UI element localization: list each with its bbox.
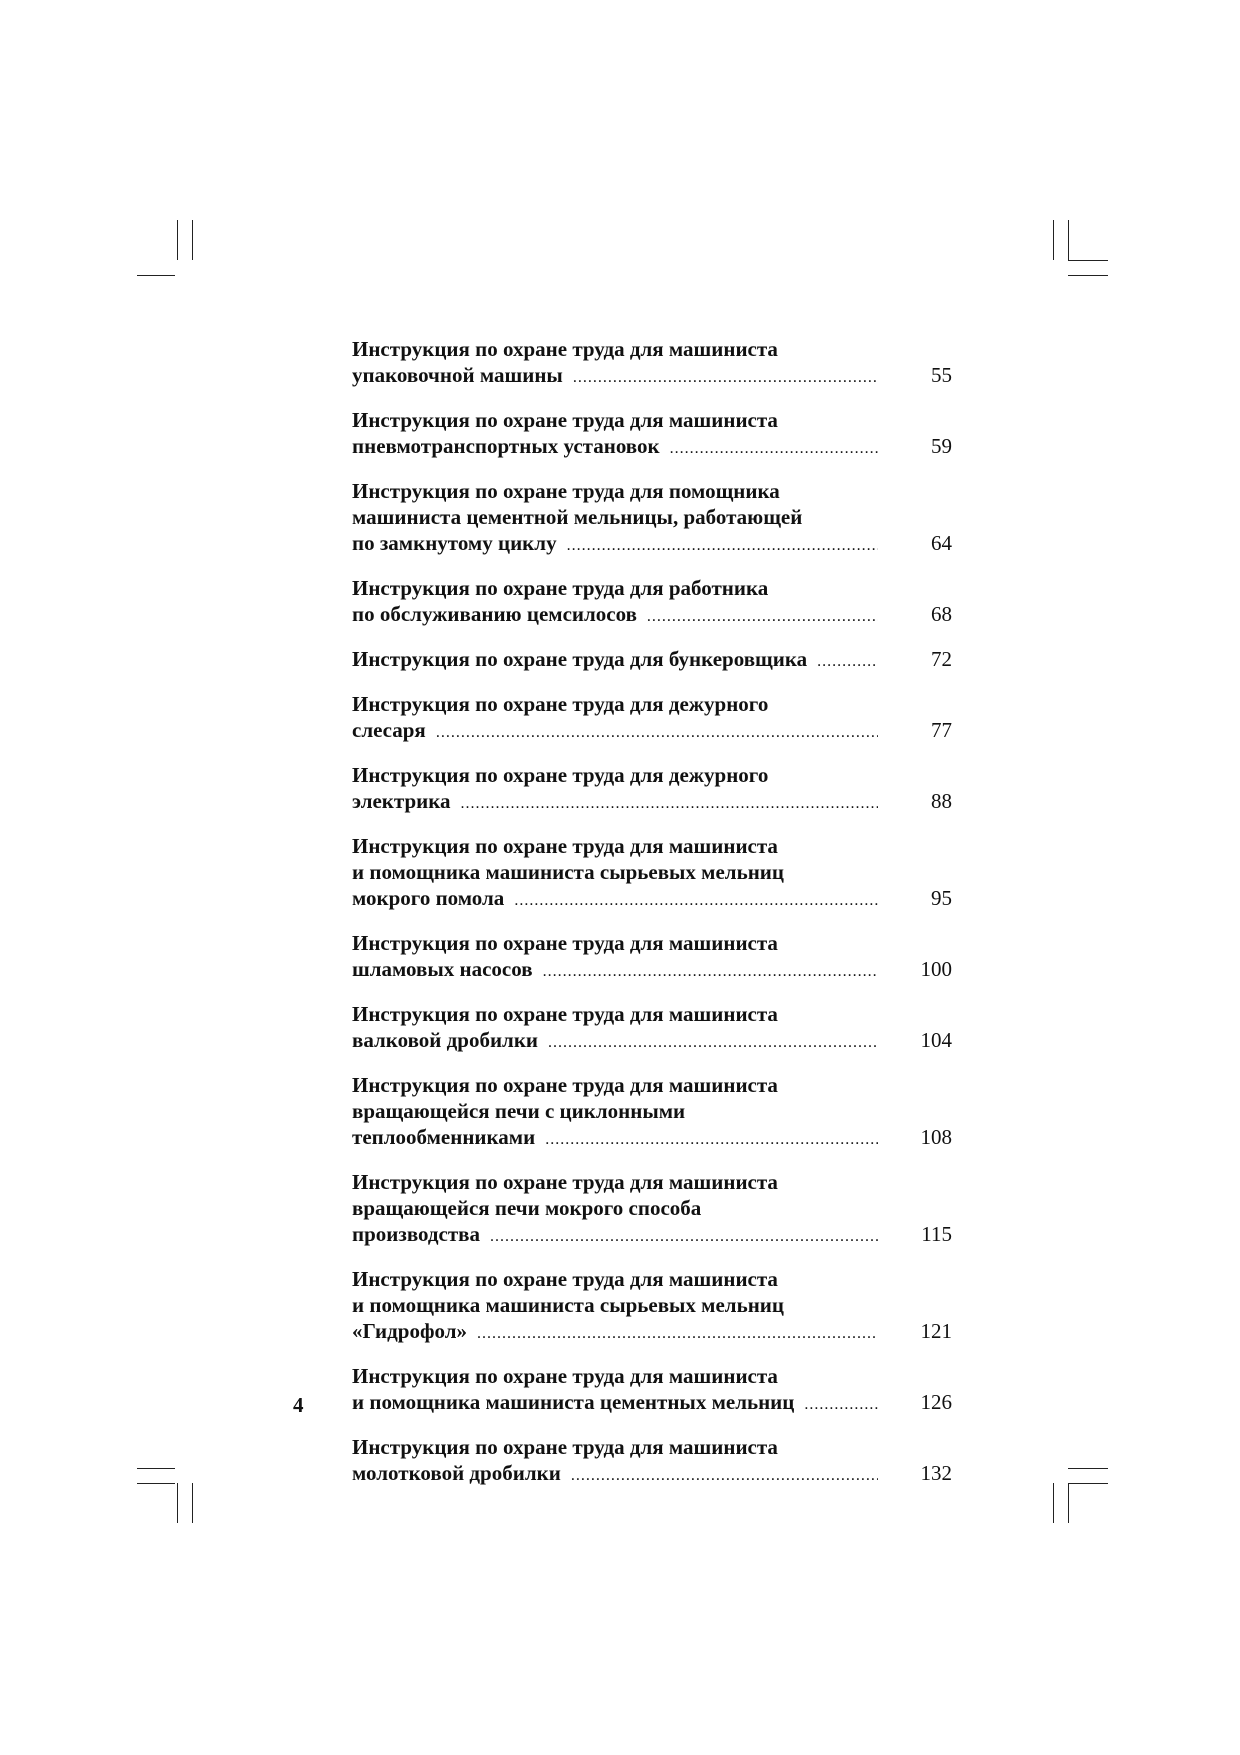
- toc-entry-title-line: Инструкция по охране труда для машиниста: [352, 1073, 778, 1097]
- toc-entry-title-line: и помощника машиниста сырьевых мельниц: [352, 1293, 784, 1317]
- toc-entry: [352, 1434, 952, 1489]
- toc-entry-title-end: «Гидрофол»: [352, 1319, 467, 1343]
- toc-entry-last-line: [352, 601, 952, 630]
- toc-entry-page-number: 72: [931, 647, 952, 671]
- dot-leader: [571, 1463, 878, 1489]
- page-number: 4: [293, 1393, 304, 1417]
- toc-entry: [352, 1169, 952, 1250]
- toc-entry-page-number: 77: [931, 718, 952, 742]
- toc-entry-title-line: Инструкция по охране труда для машиниста: [352, 1435, 778, 1459]
- toc-entry-title-line: Инструкция по охране труда для машиниста: [352, 931, 778, 955]
- toc-entry: [352, 478, 952, 559]
- toc-entry-page-number: 115: [921, 1222, 952, 1246]
- toc-entry-title-line: Инструкция по охране труда для дежурного: [352, 692, 769, 716]
- toc-entry-page-number: 64: [931, 531, 952, 555]
- toc-entry: [352, 691, 952, 746]
- toc-entry: [352, 1363, 952, 1418]
- toc-entry-last-line: [352, 1124, 952, 1153]
- toc-entry-title-line: и помощника машиниста сырьевых мельниц: [352, 860, 784, 884]
- toc-entry-title-line: Инструкция по охране труда для машиниста: [352, 1267, 778, 1291]
- toc-entry-last-line: [352, 1318, 952, 1347]
- toc-entry: [352, 762, 952, 817]
- dot-leader: [514, 888, 878, 914]
- toc-entry-title-end: производства: [352, 1222, 481, 1246]
- toc-entry-title-end: по замкнутому циклу: [352, 531, 557, 555]
- toc-entry-page-number: 59: [931, 434, 952, 458]
- toc-entry-page-number: 68: [931, 602, 952, 626]
- toc-entry-title-line: вращающейся печи мокрого способа: [352, 1196, 702, 1220]
- dot-leader: [804, 1392, 878, 1418]
- dot-leader: [545, 1127, 878, 1153]
- toc-entry-page-number: 104: [920, 1028, 952, 1052]
- toc-entry: [352, 575, 952, 630]
- toc-entry-title-end: упаковочной машины: [352, 363, 563, 387]
- toc-entry-title-end: слесаря: [352, 718, 426, 742]
- toc-entry-title-end: пневмотранспортных установок: [352, 434, 660, 458]
- toc-entry-page-number: 132: [920, 1461, 952, 1485]
- toc-entry-last-line: [352, 1389, 952, 1418]
- toc-entry-page-number: 108: [920, 1125, 952, 1149]
- toc-entry-title-line: Инструкция по охране труда для машиниста: [352, 1364, 778, 1388]
- dot-leader: [670, 436, 878, 462]
- toc-entry-last-line: [352, 1221, 952, 1250]
- dot-leader: [548, 1030, 878, 1056]
- toc-entry-title-line: Инструкция по охране труда для машиниста: [352, 834, 778, 858]
- toc-entry: [352, 1072, 952, 1153]
- toc-entry: [352, 407, 952, 462]
- toc-entry-title-end: молотковой дробилки: [352, 1461, 561, 1485]
- dot-leader: [490, 1224, 878, 1250]
- dot-leader: [647, 604, 878, 630]
- toc-entry-page-number: 126: [920, 1390, 952, 1414]
- toc-entry-last-line: [352, 885, 952, 914]
- toc-entry-title-line: Инструкция по охране труда для машиниста: [352, 1002, 778, 1026]
- toc-entry-page-number: 88: [931, 789, 952, 813]
- toc-entry-title-line: машиниста цементной мельницы, работающей: [352, 505, 803, 529]
- toc-entry-title-line: Инструкция по охране труда для помощника: [352, 479, 780, 503]
- toc-entry-title-line: Инструкция по охране труда для работника: [352, 576, 769, 600]
- toc-entry-last-line: [352, 433, 952, 462]
- toc-entry-last-line: [352, 530, 952, 559]
- toc-entry-title-end: валковой дробилки: [352, 1028, 539, 1052]
- toc-entry-page-number: 121: [920, 1319, 952, 1343]
- toc-entry-last-line: [352, 956, 952, 985]
- dot-leader: [817, 649, 878, 675]
- dot-leader: [461, 791, 878, 817]
- toc-entry-last-line: [352, 362, 952, 391]
- toc-entry-last-line: [352, 1460, 952, 1489]
- toc-entry: [352, 1001, 952, 1056]
- toc-entry-title-end: Инструкция по охране труда для бункеровщика: [352, 647, 808, 671]
- dot-leader: [573, 365, 878, 391]
- toc-entry-title-line: Инструкция по охране труда для машиниста: [352, 408, 778, 432]
- table-of-contents: [352, 336, 952, 1505]
- toc-entry-title-end: и помощника машиниста цементных мельниц: [352, 1390, 795, 1414]
- toc-entry: [352, 833, 952, 914]
- toc-entry: [352, 1266, 952, 1347]
- toc-entry-title-line: вращающейся печи с циклонными: [352, 1099, 686, 1123]
- toc-entry-title-end: электрика: [352, 789, 451, 813]
- toc-entry-title-line: Инструкция по охране труда для машиниста: [352, 1170, 778, 1194]
- dot-leader: [436, 720, 878, 746]
- dot-leader: [543, 959, 878, 985]
- toc-entry-title-line: Инструкция по охране труда для дежурного: [352, 763, 769, 787]
- toc-entry-title-end: шламовых насосов: [352, 957, 533, 981]
- toc-entry-last-line: [352, 646, 952, 675]
- toc-entry-last-line: [352, 717, 952, 746]
- toc-entry-title-end: теплообменниками: [352, 1125, 536, 1149]
- toc-entry: [352, 930, 952, 985]
- toc-entry-page-number: 55: [931, 363, 952, 387]
- toc-entry-title-end: по обслуживанию цемсилосов: [352, 602, 637, 626]
- toc-entry: [352, 646, 952, 675]
- toc-entry-last-line: [352, 788, 952, 817]
- toc-entry-page-number: 100: [920, 957, 952, 981]
- toc-entry-page-number: 95: [931, 886, 952, 910]
- toc-entry-title-line: Инструкция по охране труда для машиниста: [352, 337, 778, 361]
- dot-leader: [477, 1321, 878, 1347]
- toc-entry: [352, 336, 952, 391]
- dot-leader: [567, 533, 878, 559]
- toc-entry-title-end: мокрого помола: [352, 886, 505, 910]
- toc-entry-last-line: [352, 1027, 952, 1056]
